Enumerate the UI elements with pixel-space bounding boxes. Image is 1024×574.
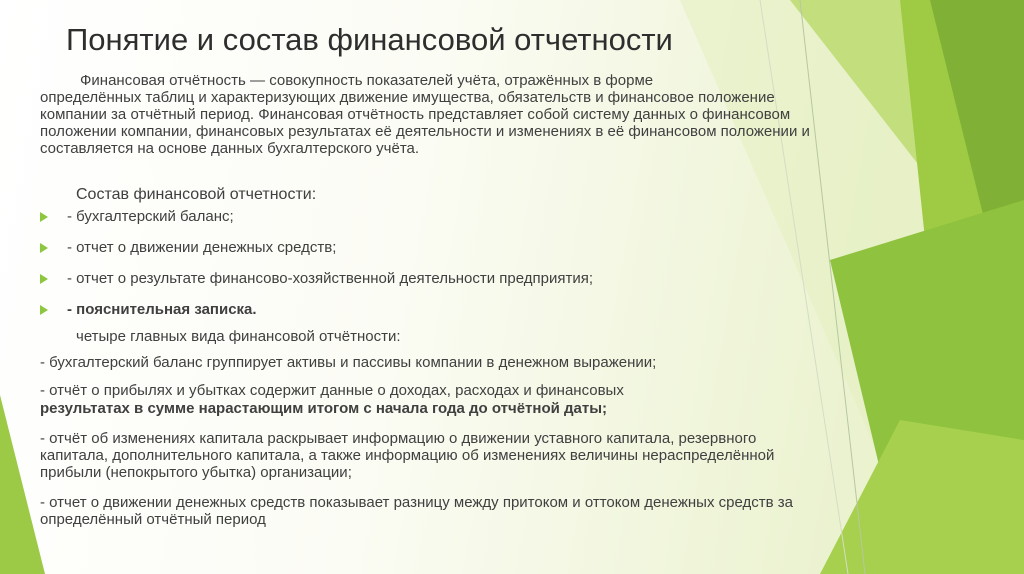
triangle-bullet-icon xyxy=(40,212,48,222)
type-equity: - отчёт об изменениях капитала раскрывает информацию о движении уставного капитала, резервного капитала, дополнительного капитала, а также информацию об изменениях величины нераспределённой прибыли (непокрытого убытка) организации; xyxy=(40,430,775,481)
intro-lead: Финансовая отчётность — совокупность показателей учёта, отражённых в форме xyxy=(80,72,654,89)
triangle-bullet-icon xyxy=(40,305,48,315)
composition-list xyxy=(40,208,593,332)
triangle-bullet-icon xyxy=(40,274,48,284)
list-item-label: - отчет о движении денежных средств; xyxy=(67,239,337,256)
list-item xyxy=(40,239,593,270)
types-heading: четыре главных вида финансовой отчётности: xyxy=(76,328,401,345)
list-item-label: - пояснительная записка. xyxy=(67,301,257,318)
type-income-line2: результатах в сумме нарастающим итогом с начала года до отчётной даты; xyxy=(40,400,608,417)
list-item xyxy=(40,270,593,301)
type-balance: - бухгалтерский баланс группирует активы и пассивы компании в денежном выражении; xyxy=(40,354,657,371)
list-item xyxy=(40,208,593,239)
list-item-label: - бухгалтерский баланс; xyxy=(67,208,234,225)
page-title: Понятие и состав финансовой отчетности xyxy=(66,22,673,57)
type-cashflow: - отчет о движении денежных средств показывает разницу между притоком и оттоком денежных средств за определённый отчётный период xyxy=(40,494,793,528)
intro-text: определённых таблиц и характеризующих движение имущества, обязательств и финансовое положение компании за отчётный период. Финансовая отчётность представляет собой систему данных о финансовом положении компании, финансовых результатах её деятельности и изменениях в её финансовом положении и составляется на основе данных бухгалтерского учёта. xyxy=(40,89,810,157)
type-income-line1: - отчёт о прибылях и убытках содержит данные о доходах, расходах и финансовых xyxy=(40,382,624,399)
list-item-label: - отчет о результате финансово-хозяйственной деятельности предприятия; xyxy=(67,270,594,287)
composition-heading: Состав финансовой отчетности: xyxy=(76,186,317,203)
triangle-bullet-icon xyxy=(40,243,48,253)
